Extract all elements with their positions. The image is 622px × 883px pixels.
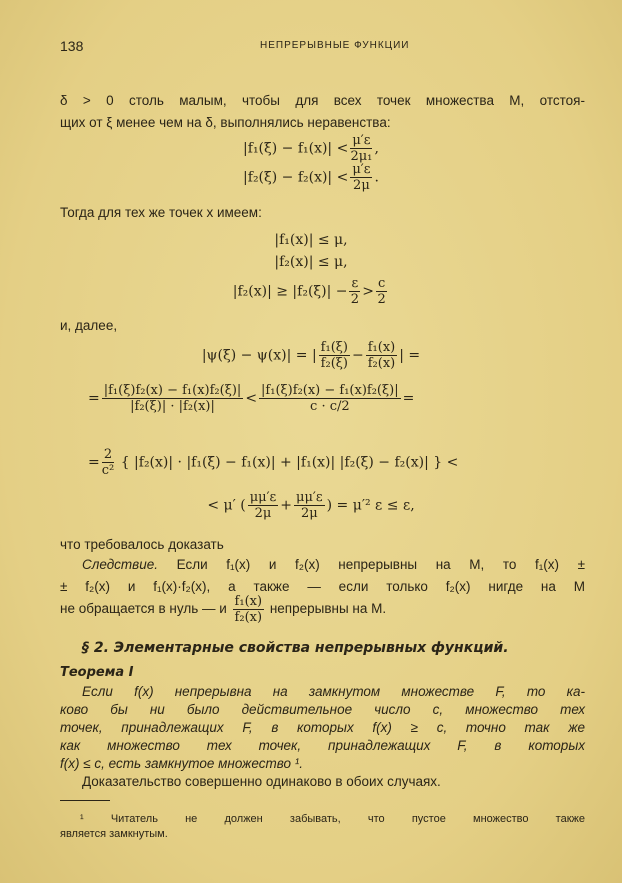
paragraph-line: Тогда для тех же точек x имеем:: [60, 205, 262, 220]
equation-8: [88, 447, 458, 478]
paragraph-line: щих от ξ менее чем на δ, выполнялись неравенства:: [60, 115, 391, 130]
eq-lhs: |f₁(ξ) − f₁(x)| <: [243, 140, 349, 157]
footnote-divider: [60, 800, 110, 801]
denominator: 2μ₁: [350, 149, 373, 164]
denominator: |f₂(ξ)| · |f₂(x)|: [130, 399, 215, 414]
corollary-label: Следствие.: [82, 557, 158, 572]
fraction: [376, 276, 387, 307]
equation-1: [0, 133, 622, 164]
proof-line: Доказательство совершенно одинаково в обоих случаях.: [82, 774, 441, 789]
equation-7: [88, 383, 414, 414]
equation-5: [0, 276, 622, 307]
denominator: f₂(x): [367, 356, 396, 371]
fraction: [248, 490, 279, 521]
corollary-text: непрерывны на M.: [269, 601, 387, 617]
eq-tail: ) = μ′² ε ≤ ε,: [326, 497, 415, 514]
corollary-text: не обращается в нуль — и: [60, 601, 227, 617]
numerator: ε: [351, 276, 359, 291]
numerator: |f₁(ξ)f₂(x) − f₁(x)f₂(ξ)|: [103, 383, 242, 398]
fraction: [319, 340, 350, 371]
theorem-line: ково бы ни было действительное число c, множество тех: [60, 702, 585, 717]
eq-op: <: [245, 390, 258, 407]
eq-op: +: [280, 497, 293, 514]
numerator: f₁(x): [234, 594, 263, 609]
paragraph-line: и, далее,: [60, 318, 118, 333]
theorem-line: точек, принадлежащих F, в которых f(x) ≥ c, точно так же: [60, 720, 585, 735]
eq-op: =: [88, 454, 100, 471]
denominator: 2μ: [300, 506, 318, 521]
page-number: 138: [60, 38, 84, 54]
fraction: [233, 594, 265, 625]
footnote-line: ¹ Читатель не должен забывать, что пустое множество также: [80, 813, 585, 825]
denominator: 2μ: [353, 178, 370, 193]
eq-tail: =: [402, 390, 415, 407]
numerator: μμ′ε: [296, 490, 323, 505]
numerator: c: [377, 276, 386, 291]
eq-lhs: |f₂(x)| ≥ |f₂(ξ)| −: [232, 283, 348, 300]
eq-tail: ,: [374, 140, 379, 157]
paragraph-line: что требовалось доказать: [60, 537, 224, 552]
theorem-line: Если f(x) непрерывна на замкнутом множестве F, то ка-: [82, 684, 585, 699]
eq-op: −: [352, 347, 364, 364]
numerator: f₁(x): [367, 340, 396, 355]
equation-2: [0, 162, 622, 193]
eq-op: < μ′ (: [207, 497, 246, 514]
footnote-line: является замкнутым.: [60, 828, 168, 840]
paragraph-line: δ > 0 столь малым, чтобы для всех точек множества M, отстоя-: [60, 93, 585, 108]
corollary-line: [60, 557, 585, 573]
eq-op: =: [88, 390, 100, 407]
numerator: 2: [102, 447, 115, 463]
corollary-line: ± f₂(x) и f₁(x)·f₂(x), а также — если только f₂(x) нигде на M: [60, 579, 585, 594]
numerator: |f₁(ξ)f₂(x) − f₁(x)f₂(ξ)|: [261, 383, 399, 398]
fraction: [350, 162, 372, 193]
eq-op: >: [362, 283, 374, 300]
eq-body: { |f₂(x)| · |f₁(ξ) − f₁(x)| + |f₁(x)| |f₂(ξ) − f₂(x)| } <: [120, 454, 459, 471]
fraction: [349, 276, 360, 307]
eq-lhs: |ψ(ξ) − ψ(x)| = |: [201, 347, 317, 364]
equation-4: |f₂(x)| ≤ μ,: [274, 254, 348, 270]
eq-tail: | =: [399, 347, 421, 364]
fraction: [102, 447, 115, 478]
equation-3: |f₁(x)| ≤ μ,: [274, 232, 348, 248]
theorem-line: как множество тех точек, принадлежащих F, в которых: [60, 738, 585, 753]
corollary-line: [60, 594, 585, 625]
eq-lhs: |f₂(ξ) − f₂(x)| <: [243, 169, 349, 186]
section-heading: § 2. Элементарные свойства непрерывных функций.: [82, 640, 509, 656]
numerator: f₁(ξ): [320, 340, 348, 355]
eq-tail: .: [374, 169, 379, 186]
denominator: c · c/2: [310, 399, 350, 414]
running-title: НЕПРЕРЫВНЫЕ ФУНКЦИИ: [260, 40, 410, 51]
numerator: μ′ε: [352, 162, 371, 177]
denominator: f₂(x): [234, 610, 263, 625]
denominator: 2: [377, 292, 386, 307]
denominator: 2μ: [254, 506, 272, 521]
fraction: [350, 133, 372, 164]
theorem-line: f(x) ≤ c, есть замкнутое множество ¹.: [60, 756, 303, 771]
corollary-text: Если f₁(x) и f₂(x) непрерывны на M, то f₁(x) ±: [176, 557, 585, 572]
numerator: μμ′ε: [249, 490, 277, 505]
denominator: 2: [350, 292, 359, 307]
fraction: [294, 490, 325, 521]
page-header: [60, 38, 585, 57]
fraction: [366, 340, 398, 371]
denominator: f₂(ξ): [320, 356, 348, 371]
fraction: [259, 383, 401, 414]
fraction: [102, 383, 244, 414]
equation-9: [0, 490, 622, 521]
equation-6: [0, 340, 622, 371]
numerator: μ′ε: [352, 133, 371, 148]
denominator: c²: [101, 463, 115, 478]
theorem-title: Теорема I: [60, 665, 134, 680]
